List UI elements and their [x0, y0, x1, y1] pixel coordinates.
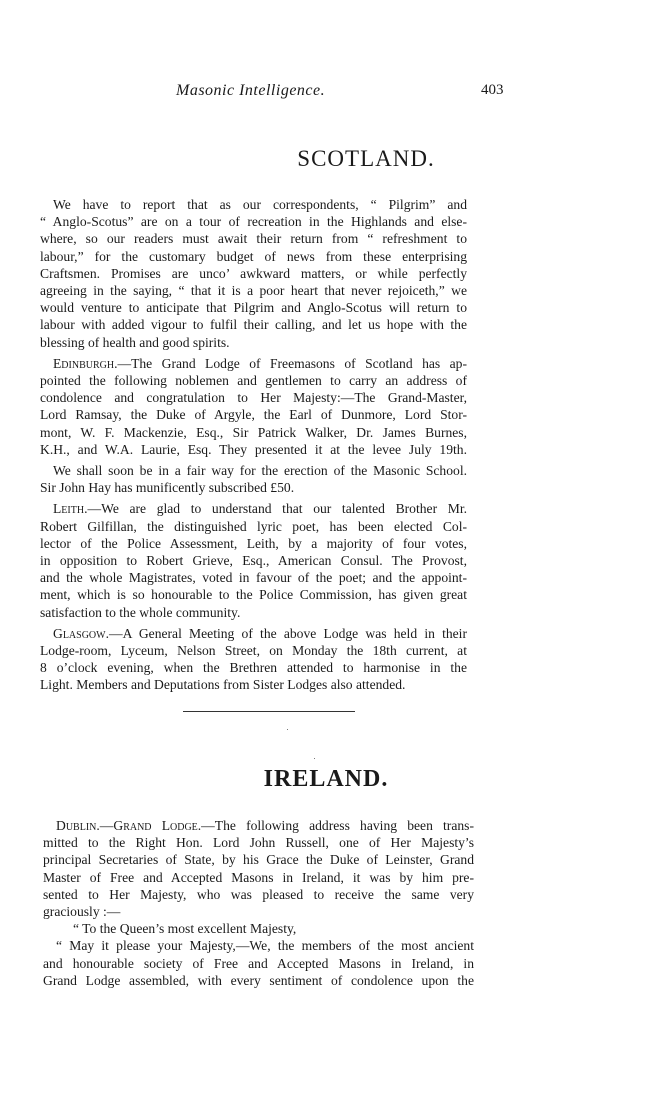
paragraph-glasgow: [40, 625, 467, 694]
scotland-body: [40, 196, 467, 694]
section-divider-rule: [183, 711, 355, 712]
paragraph-masonic-school: [40, 462, 467, 496]
place-lead-edinburgh: Edinburgh.: [53, 355, 118, 371]
text-line: principal Secretaries of State, by his Grace the Duke of Leinster, Grand: [43, 852, 474, 868]
text-line: Lodge-room, Lyceum, Nelson Street, on Monday the 18th current, at: [40, 643, 467, 659]
text-line: agreeing in the saying, “ that it is a poor heart that never rejoiceth,” we: [40, 283, 467, 299]
print-speck: [287, 729, 288, 730]
text-line: labour,” for the customary budget of news from these enterprising: [40, 248, 467, 264]
text-line: blessing of health and good spirits.: [40, 334, 230, 350]
text-line: 8 o’clock evening, when the Brethren attended to harmonise in the: [40, 660, 467, 676]
paragraph-address-body: [43, 937, 474, 989]
text-line: Lord Ramsay, the Duke of Argyle, the Earl of Dunmore, Lord Stor-: [40, 407, 467, 423]
subhead-grand-lodge: —Grand Lodge.: [99, 818, 202, 833]
text-line: condolence and congratulation to Her Majesty:—The Grand-Master,: [40, 390, 467, 406]
text-line: and honourable society of Free and Accepted Masons in Ireland, in: [43, 955, 474, 971]
running-title: Masonic Intelligence.: [176, 82, 326, 99]
print-speck: [314, 758, 315, 759]
text-line: [43, 817, 474, 834]
text-line: [40, 500, 467, 517]
text-line: Sir John Hay has munificently subscribed £50.: [40, 480, 295, 496]
text-line: mitted to the Right Hon. Lord John Russell, one of Her Majesty’s: [43, 835, 474, 851]
text-line: Master of Free and Accepted Masons in Ireland, it was by him pre-: [43, 869, 474, 885]
text-line: Grand Lodge assembled, with every sentiment of condolence upon the: [43, 972, 474, 988]
paragraph-address-salutation: [43, 920, 474, 937]
text-line: satisfaction to the whole community.: [40, 604, 241, 620]
paragraph-dublin: [43, 817, 474, 920]
text-line: [40, 625, 467, 642]
place-lead-glasgow: Glasgow.: [53, 625, 109, 641]
text-line: “ Anglo-Scotus” are on a tour of recreation in the Highlands and else-: [40, 214, 467, 230]
text-line: mont, W. F. Mackenzie, Esq., Sir Patrick Walker, Dr. James Burnes,: [40, 424, 467, 440]
text-line: would venture to anticipate that Pilgrim and Anglo-Scotus will return to: [40, 300, 467, 316]
section-heading-scotland: SCOTLAND.: [297, 146, 435, 171]
text-fragment: —A General Meeting of the above Lodge was held in their: [109, 625, 467, 641]
text-line: labour with added vigour to fulfil their calling, and let us hope with the: [40, 317, 467, 333]
place-lead-leith: Leith.: [53, 501, 88, 517]
text-line: and the whole Magistrates, voted in favour of the poet; and the appoint-: [40, 570, 467, 586]
paragraph-leith: [40, 500, 467, 620]
text-line: We have to report that as our correspondents, “ Pilgrim” and: [53, 197, 467, 212]
text-line: in opposition to Robert Grieve, Esq., American Consul. The Provost,: [40, 553, 467, 569]
text-line: We shall soon be in a fair way for the erection of the Masonic School.: [53, 463, 467, 479]
page-number: 403: [481, 82, 504, 98]
text-fragment: —The following address having been trans-: [201, 818, 474, 833]
text-line: Light. Members and Deputations from Sister Lodges also attended.: [40, 677, 406, 693]
paragraph-edinburgh: [40, 355, 467, 458]
ireland-body: [43, 817, 474, 989]
text-line: K.H., and W.A. Laurie, Esq. They presented it at the levee July 19th.: [40, 441, 467, 457]
text-line: “ To the Queen’s most excellent Majesty,: [73, 921, 297, 937]
text-line: graciously :—: [43, 904, 121, 920]
paragraph-intro: [40, 196, 467, 351]
text-line: sented to Her Majesty, who was pleased to receive the same very: [43, 886, 474, 902]
text-line: pointed the following noblemen and gentlemen to carry an address of: [40, 373, 467, 389]
text-line: ment, which is so honourable to the Police Commission, has given great: [40, 587, 467, 603]
text-fragment: —The Grand Lodge of Freemasons of Scotland has ap-: [117, 355, 467, 371]
text-line: Robert Gilfillan, the distinguished lyric poet, has been elected Col-: [40, 518, 467, 534]
text-line: [40, 355, 467, 372]
text-line: where, so our readers must await their return from “ refreshment to: [40, 231, 467, 247]
running-head: [0, 82, 652, 106]
text-line: Craftsmen. Promises are unco’ awkward matters, or while perfectly: [40, 265, 467, 281]
text-line: lector of the Police Assessment, Leith, by a majority of four votes,: [40, 535, 467, 551]
text-line: “ May it please your Majesty,—We, the members of the most ancient: [56, 938, 474, 954]
section-heading-ireland: IRELAND.: [263, 766, 389, 792]
text-fragment: —We are glad to understand that our talented Brother Mr.: [87, 501, 467, 517]
place-lead-dublin: Dublin.: [56, 818, 100, 833]
